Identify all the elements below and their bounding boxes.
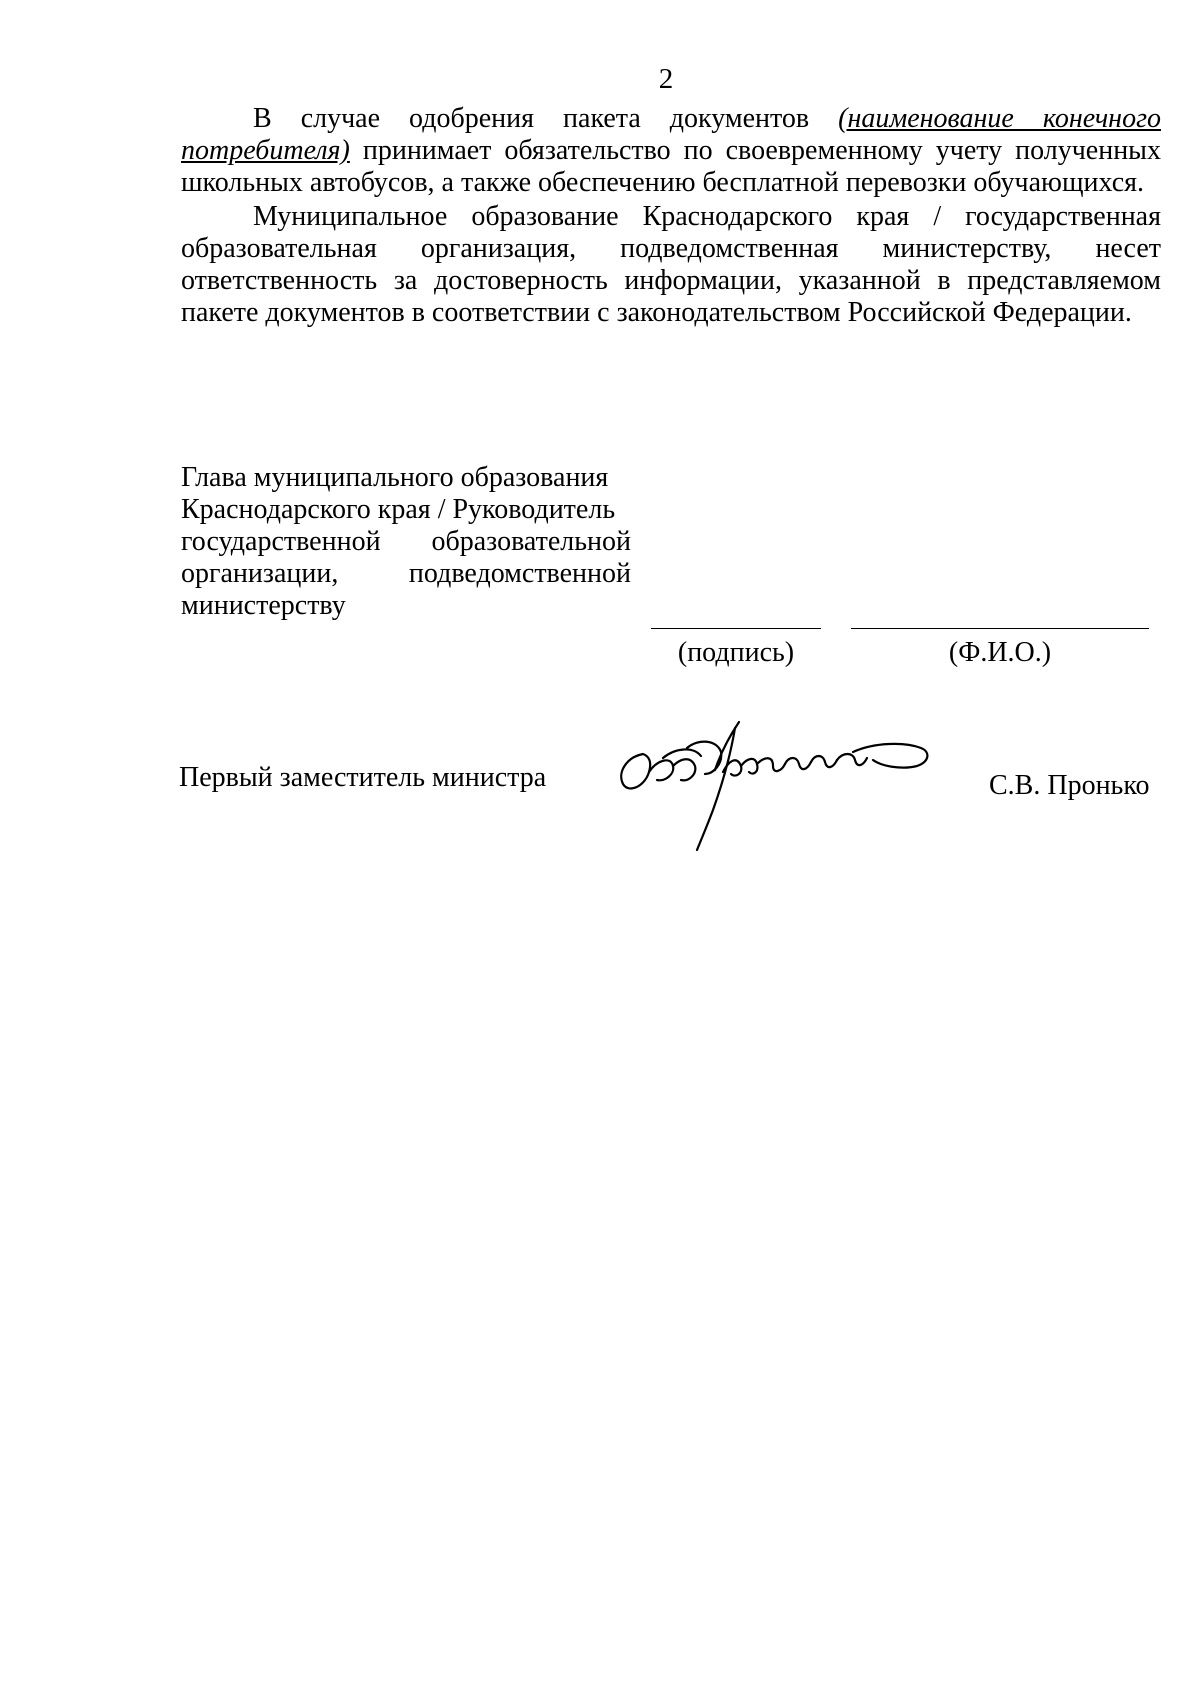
paragraph-responsibility: Муниципальное образование Краснодарского края / государственная образовательная организация, подведомственная министерству, несет ответственность за достоверность информации, указанной в представляемом пакете документов в соответствии с законодательством Российской Федерации. — [181, 201, 1161, 328]
head-title-block — [181, 462, 631, 622]
official-name: С.В. Пронько — [989, 770, 1150, 801]
page-number: 2 — [658, 63, 674, 95]
paragraph-approval-obligation — [181, 103, 1161, 199]
end-consumer-placeholder: (наименование конечного потребителя) — [181, 103, 1161, 166]
full-name-caption: (Ф.И.О.) — [948, 637, 1052, 668]
document-body — [181, 103, 1161, 331]
head-title-line-4: организации, подведомственной — [181, 558, 631, 589]
head-title-line-2: Краснодарского края / Руководитель — [181, 494, 616, 525]
signature-caption: (подпись) — [677, 637, 795, 668]
full-name-blank-line — [851, 628, 1149, 629]
official-title: Первый заместитель министра — [179, 762, 547, 793]
handwritten-signature — [605, 712, 935, 857]
paragraph-approval-start: В случае одобрения пакета документов — [253, 103, 839, 134]
head-title-line-1: Глава муниципального образования — [181, 462, 609, 493]
paragraph-approval-end: принимает обязательство по своевременному учету полученных школьных автобусов, а также обеспечению бесплатной перевозки обучающихся. — [181, 135, 1161, 198]
head-title-line-3: государственной образовательной — [181, 526, 631, 557]
head-title-line-5: министерству — [181, 590, 346, 621]
signature-blank-line — [651, 628, 821, 629]
